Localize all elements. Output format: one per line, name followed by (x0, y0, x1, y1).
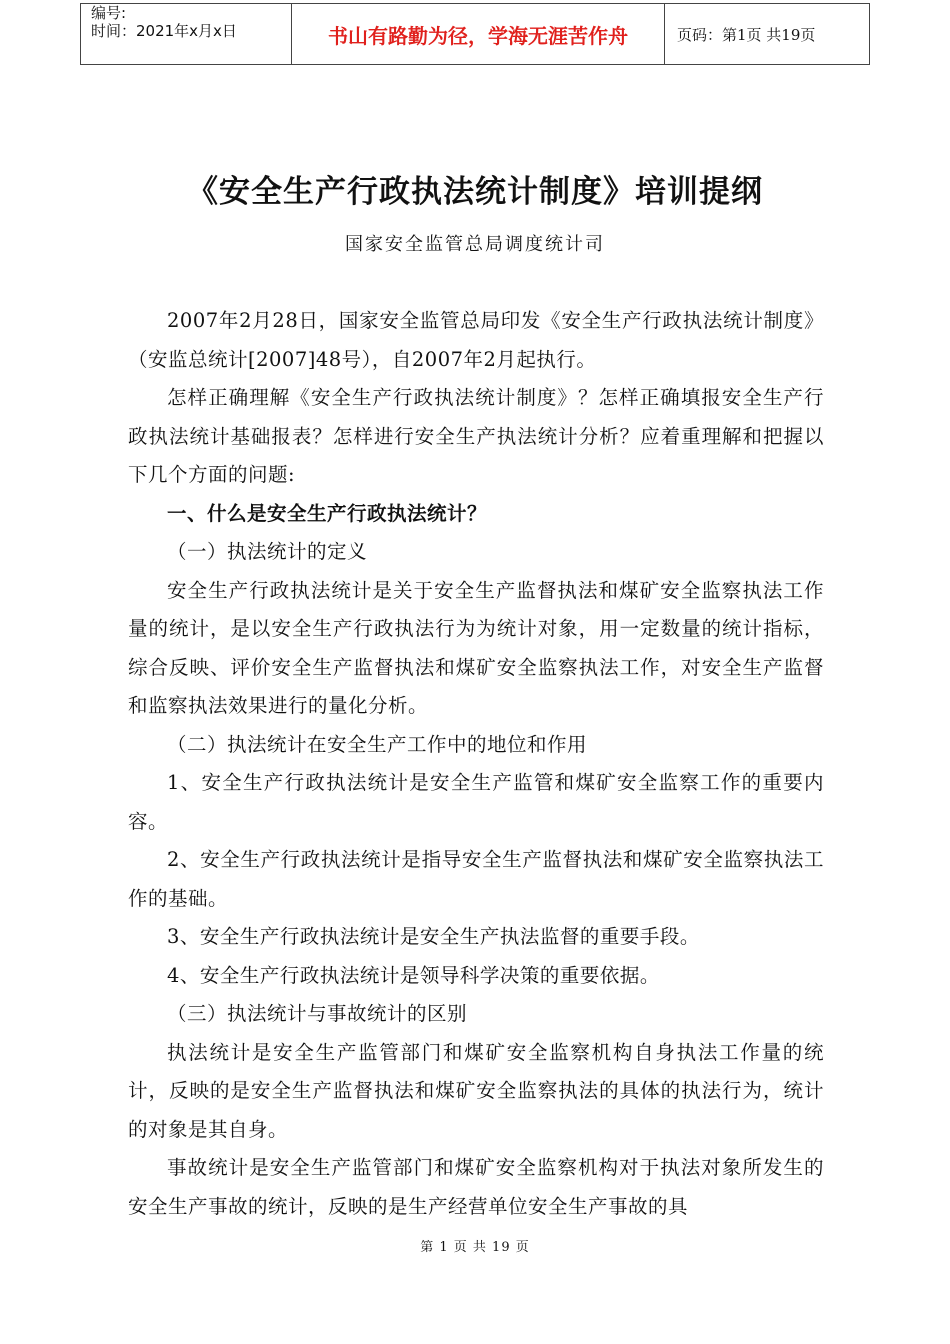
header-page-info: 页码：第1页 共19页 (665, 4, 870, 65)
subsection-heading: （二）执法统计在安全生产工作中的地位和作用 (167, 732, 588, 756)
header-motto: 书山有路勤为径，学海无涯苦作舟 (292, 4, 665, 65)
header-meta-cell (81, 4, 292, 65)
paragraph: 怎样正确理解《安全生产行政执法统计制度》？怎样正确填报安全生产行政执法统计基础报表？怎样进行安全生产执法统计分析？应着重理解和把握以下几个方面的问题: (128, 386, 824, 486)
document-time-label: 时间：2021年x月x日 (91, 22, 237, 40)
list-item: 2、安全生产行政执法统计是指导安全生产监督执法和煤矿安全监察执法工作的基础。 (128, 848, 824, 910)
paragraph: 执法统计是安全生产监管部门和煤矿安全监察机构自身执法工作量的统计，反映的是安全生产监督执法和煤矿安全监察执法的具体的执法行为，统计的对象是其自身。 (128, 1040, 824, 1141)
paragraph: 2007年2月28日，国家安全监管总局印发《安全生产行政执法统计制度》（安监总统计[2007]48号），自2007年2月起执行。 (128, 309, 824, 371)
document-body (128, 302, 824, 1226)
subsection-heading: （三）执法统计与事故统计的区别 (167, 1002, 468, 1025)
subsection-heading: （一）执法统计的定义 (167, 540, 368, 563)
paragraph: 事故统计是安全生产监管部门和煤矿安全监察机构对于执法对象所发生的安全生产事故的统计，反映的是生产经营单位安全生产事故的具 (128, 1156, 824, 1218)
document-number-label: 编号: (91, 4, 127, 22)
document-header (80, 3, 870, 65)
list-item: 3、安全生产行政执法统计是安全生产执法监督的重要手段。 (167, 925, 700, 948)
document-title: 《安全生产行政执法统计制度》培训提纲 (187, 174, 763, 210)
paragraph: 安全生产行政执法统计是关于安全生产监督执法和煤矿安全监察执法工作量的统计，是以安全生产行政执法行为为统计对象，用一定数量的统计指标，综合反映、评价安全生产监督执法和煤矿安全监察执法工作，对安全生产监督和监察执法效果进行的量化分析。 (128, 578, 824, 717)
list-item: 4、安全生产行政执法统计是领导科学决策的重要依据。 (167, 963, 660, 987)
page-footer: 第 1 页 共 19 页 (420, 1240, 530, 1255)
section-heading: 一、什么是安全生产行政执法统计？ (167, 501, 488, 525)
list-item: 1、安全生产行政执法统计是安全生产监管和煤矿安全监察工作的重要内容。 (128, 771, 824, 833)
document-author: 国家安全监管总局调度统计司 (345, 234, 605, 255)
